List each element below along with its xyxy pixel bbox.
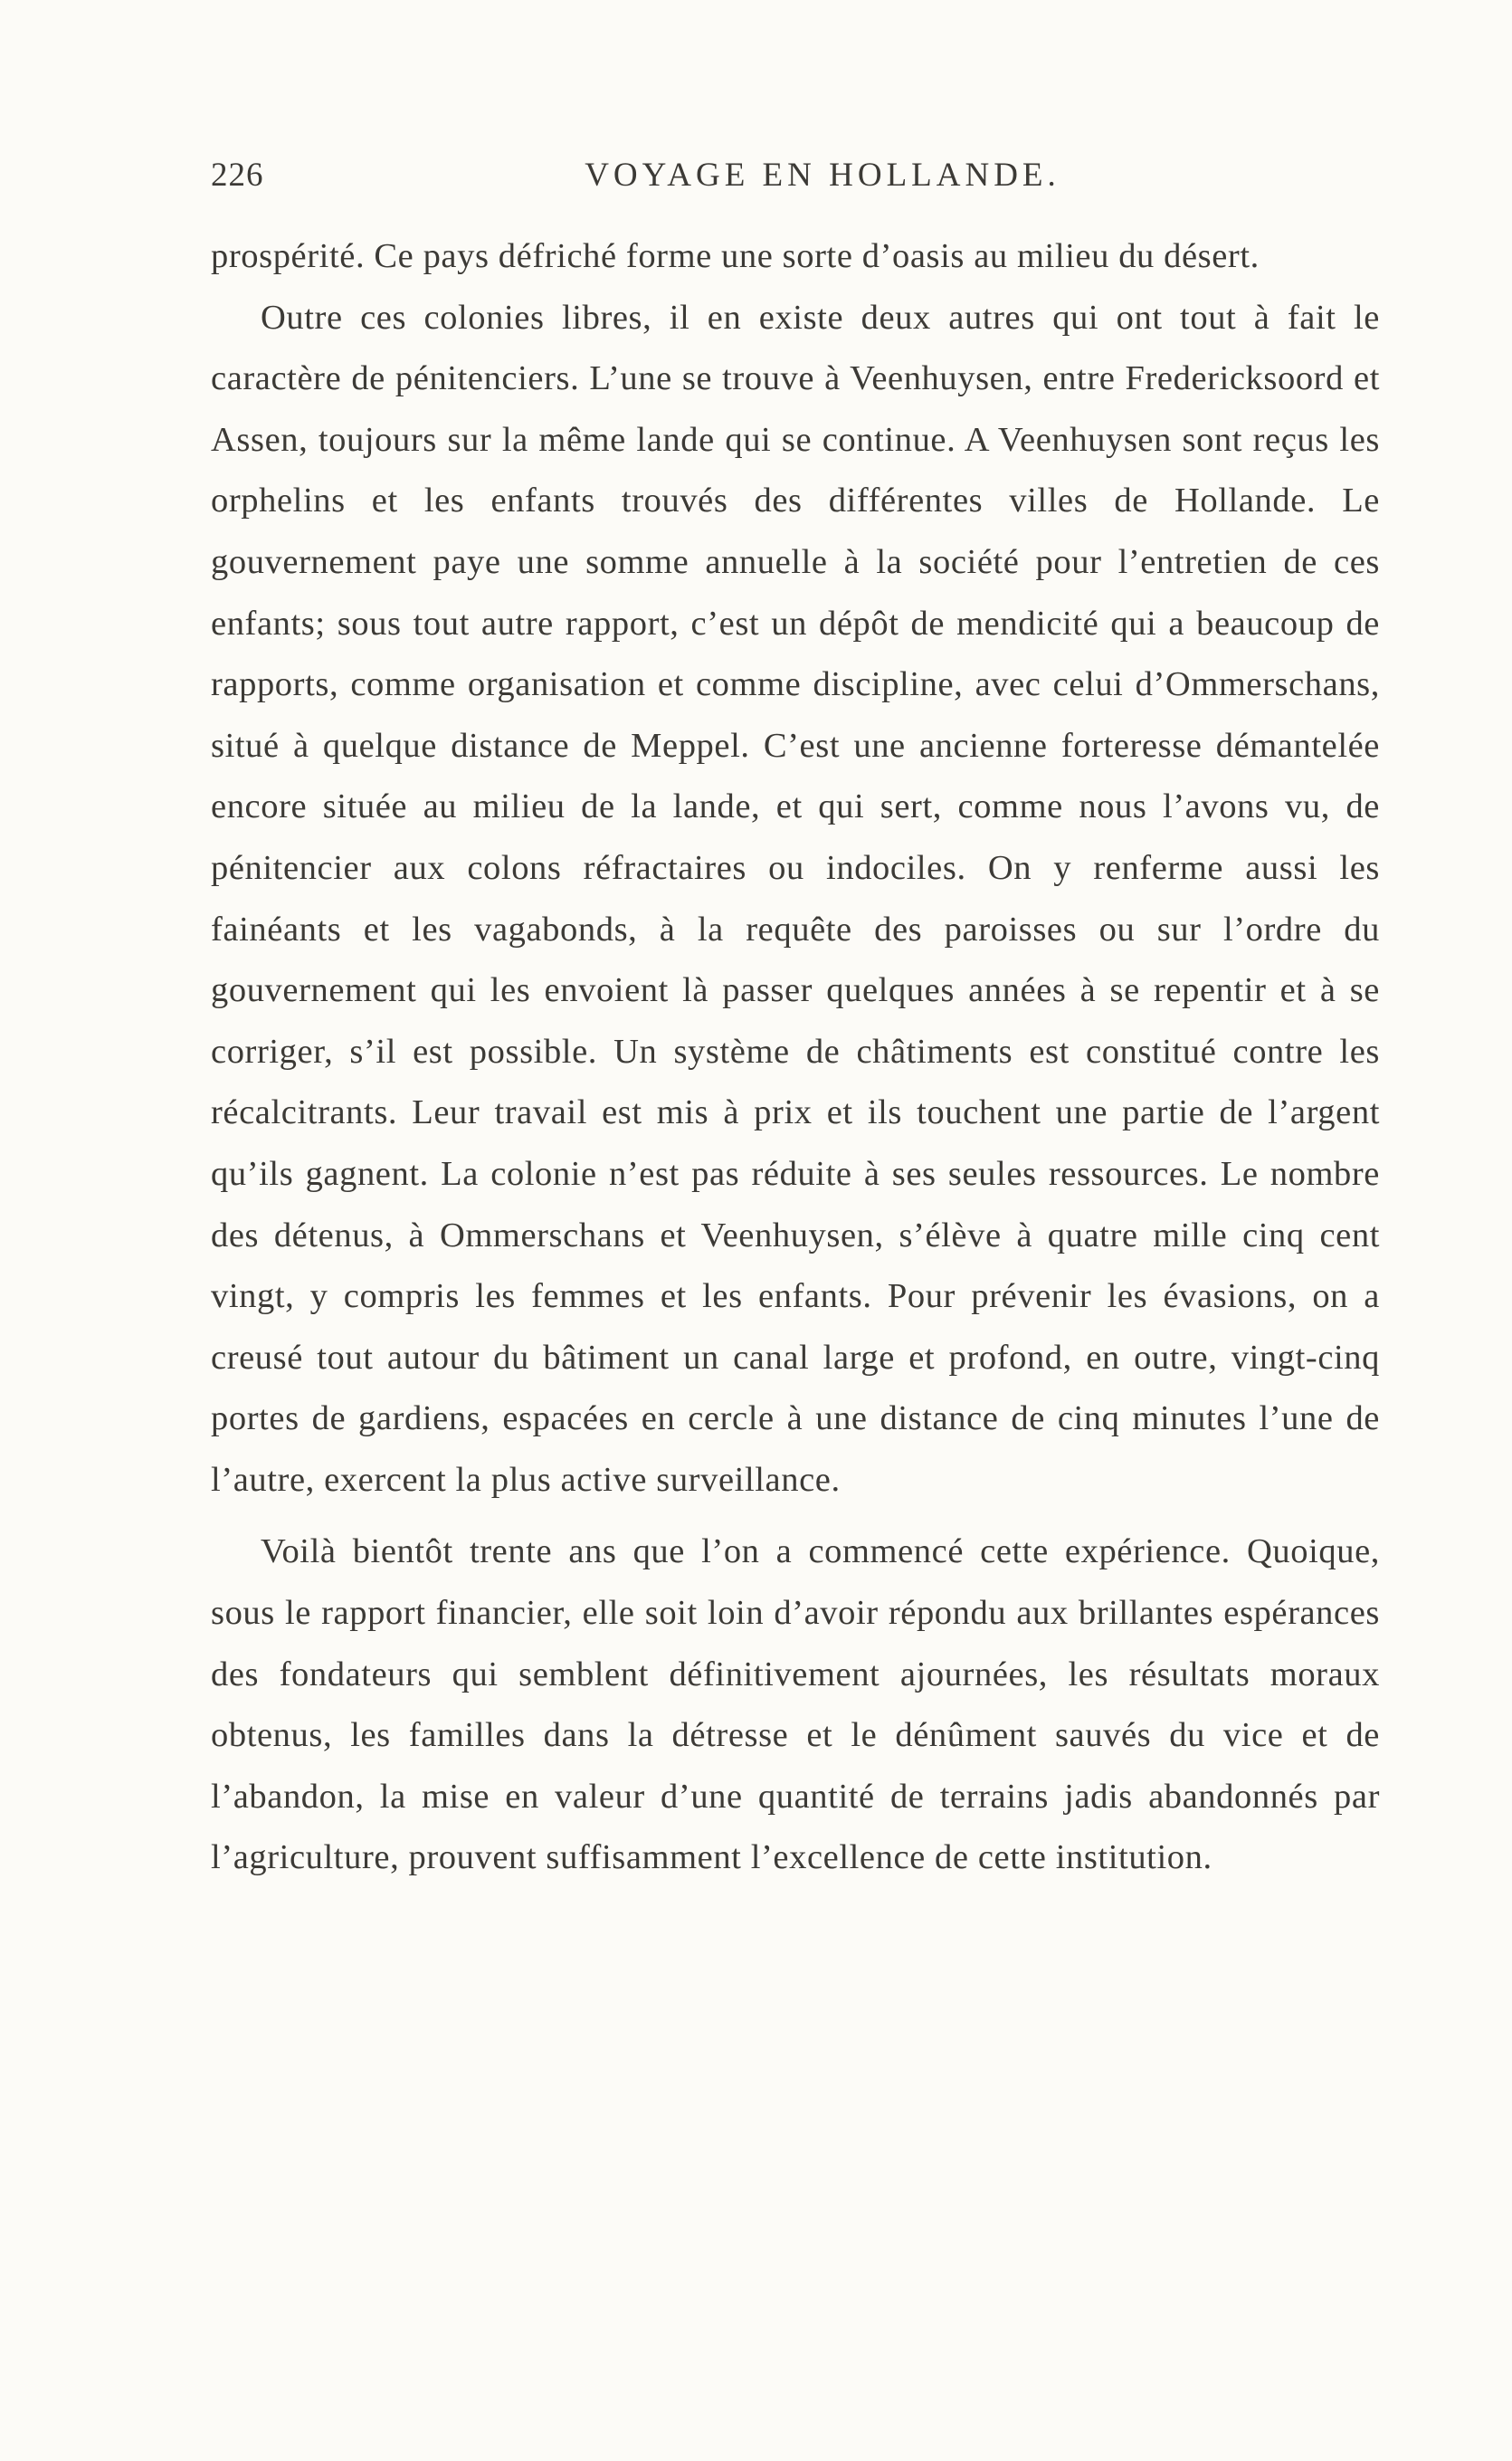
running-title: VOYAGE EN HOLLANDE. <box>585 157 1060 194</box>
paragraph-conclusion: Voilà bientôt trente ans que l’on a commencé cette expérience. Quoique, sous le rapport financier, elle soit loin d’avoir répondu aux brillantes espérances des fondateurs qui semblent définitivement ajournées, les résultats moraux obtenus, les familles dans la détresse et le dénûment sauvés du vice et de l’abandon, la mise en valeur d’une quantité de terrains jadis abandonnés par l’agriculture, prouvent suffisamment l’excellence de cette institution. <box>211 1532 1380 1877</box>
running-head <box>211 156 1380 210</box>
paragraph-penitentiaries: Outre ces colonies libres, il en existe deux autres qui ont tout à fait le caractère de pénitenciers. L’une se trouve à Veenhuysen, entre Fredericksoord et Assen, toujours sur la même lande qui se continue. A Veenhuysen sont reçus les orphelins et les enfants trouvés des différentes villes de Hollande. Le gouvernement paye une somme annuelle à la société pour l’entretien de ces enfants; sous tout autre rapport, c’est un dépôt de mendicité qui a beaucoup de rapports, comme organisation et comme discipline, avec celui d’Ommerschans, situé à quelque distance de Meppel. C’est une ancienne forteresse démantelée encore située au milieu de la lande, et qui sert, comme nous l’avons vu, de pénitencier aux colons réfractaires ou indociles. On y renferme aussi les fainéants et les vagabonds, à la requête des paroisses ou sur l’ordre du gouvernement qui les envoient là passer quelques années à se repentir et à se corriger, s’il est possible. Un système de châtiments est constitué contre les récalcitrants. Leur travail est mis à prix et ils touchent une partie de l’argent qu’ils gagnent. La colonie n’est pas réduite à ses seules ressources. Le nombre des détenus, à Ommerschans et Veenhuysen, s’élève à quatre mille cinq cent vingt, y compris les femmes et les enfants. Pour prévenir les évasions, on a creusé tout autour du bâtiment un canal large et profond, en outre, vingt-cinq portes de gardiens, espacées en cercle à une distance de cinq minutes l’une de l’autre, exercent la plus active surveillance. <box>211 298 1380 1499</box>
body-text <box>211 226 1380 1889</box>
paragraph-continued: prospérité. Ce pays défriché forme une sorte d’oasis au milieu du désert. <box>211 237 1260 275</box>
page-number: 226 <box>211 157 264 194</box>
